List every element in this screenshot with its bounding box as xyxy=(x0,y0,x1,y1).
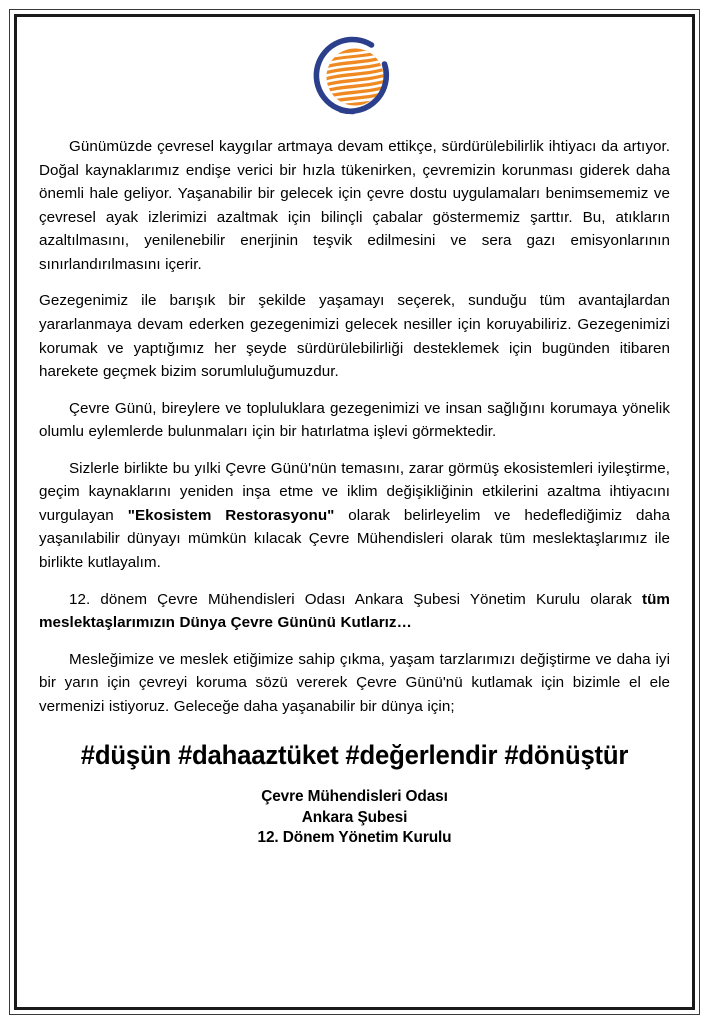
paragraph-1 xyxy=(39,135,670,276)
paragraph-6-run-1: Mesleğimize ve meslek etiğimize sahip çıkma, yaşam tarzlarımızı değiştirme ve daha iyi bir yarın için çevreyi koruma sözü vererek Çevre Günü'nü kutlamak için bizimle el ele vermenizi istiyoruz. Geleceğe daha yaşanabilir bir dünya için; xyxy=(39,650,670,715)
paragraph-2 xyxy=(39,289,670,383)
page-border-outer xyxy=(9,9,700,1015)
signature-line-2: Ankara Şubesi xyxy=(301,808,408,826)
paragraph-1-run-1: Günümüzde çevresel kaygılar artmaya devam ettikçe, sürdürülebilirlik ihtiyacı da artıyor. Doğal kaynaklarımız endişe verici bir hızla tükenirken, çevremizin korunması giderek daha önemli hale geliyor. Yaşanabilir bir gelecek için çevre dostu uygulamaları benimsememiz ve çevresel ayak izlerimizi azaltmak için bilinçli çabalar göstermemiz şarttır. Bu, atıkların azaltılmasını, yenilenebilir enerjinin teşvik edilmesini ve sera gazı emisyonlarının sınırlandırılmasını içerir. xyxy=(39,138,670,273)
paragraph-5 xyxy=(39,588,670,635)
paragraph-3-run-1: Çevre Günü, bireylere ve topluluklara gezegenimizi ve insan sağlığını korumaya yönelik olumlu eylemlerde bulunmaları için bir hatırlatma işlevi görmektedir. xyxy=(39,399,670,441)
paragraph-5-run-1: 12. dönem Çevre Mühendisleri Odası Ankara Şubesi Yönetim Kurulu olarak xyxy=(69,590,642,608)
paragraph-4-run-3: olarak belirleyelim ve hedeflediğimiz daha yaşanılabilir dünyayı mümkün kılacak Çevre Mühendisleri olarak tüm meslektaşlarımız ile birlikte kutlayalım. xyxy=(39,506,670,571)
letter-body xyxy=(39,135,670,718)
paragraph-4 xyxy=(39,457,670,575)
hashtag-slogan-line: #düşün #dahaaztüket #değerlendir #dönüştür xyxy=(80,740,629,771)
paragraph-6 xyxy=(39,648,670,719)
page-content xyxy=(17,17,692,1007)
logo-container xyxy=(39,31,670,135)
globe-logo-icon xyxy=(312,31,398,123)
paragraph-5-emphasis-greeting: tüm meslektaşlarımızın Dünya Çevre Gününü Kutlarız… xyxy=(39,590,670,632)
signature-line-3: 12. Dönem Yönetim Kurulu xyxy=(257,829,452,847)
paragraph-2-run-1: Gezegenimiz ile barışık bir şekilde yaşamayı seçerek, sunduğu tüm avantajlardan yararlanmaya devam ederken gezegenimizi gelecek nesiller için koruyabiliriz. Gezegenimizi korumak ve yaptığımız her şeyde sürdürülebilirliği desteklemek için bugünden itibaren harekete geçmek bizim sorumluluğumuzdur. xyxy=(39,292,670,381)
signature-block xyxy=(39,787,670,848)
paragraph-3 xyxy=(39,397,670,444)
page-border-inner xyxy=(14,14,695,1010)
paragraph-4-emphasis-theme: "Ekosistem Restorasyonu" xyxy=(127,506,335,524)
signature-line-1: Çevre Mühendisleri Odası xyxy=(261,788,448,806)
paragraph-4-run-1: Sizlerle birlikte bu yılki Çevre Günü'nün temasını, zarar görmüş ekosistemleri iyileştirme, geçim kaynaklarını yeniden inşa etme ve iklim değişikliğinin etkilerini azaltma ihtiyacını vurgulayan xyxy=(39,459,670,524)
